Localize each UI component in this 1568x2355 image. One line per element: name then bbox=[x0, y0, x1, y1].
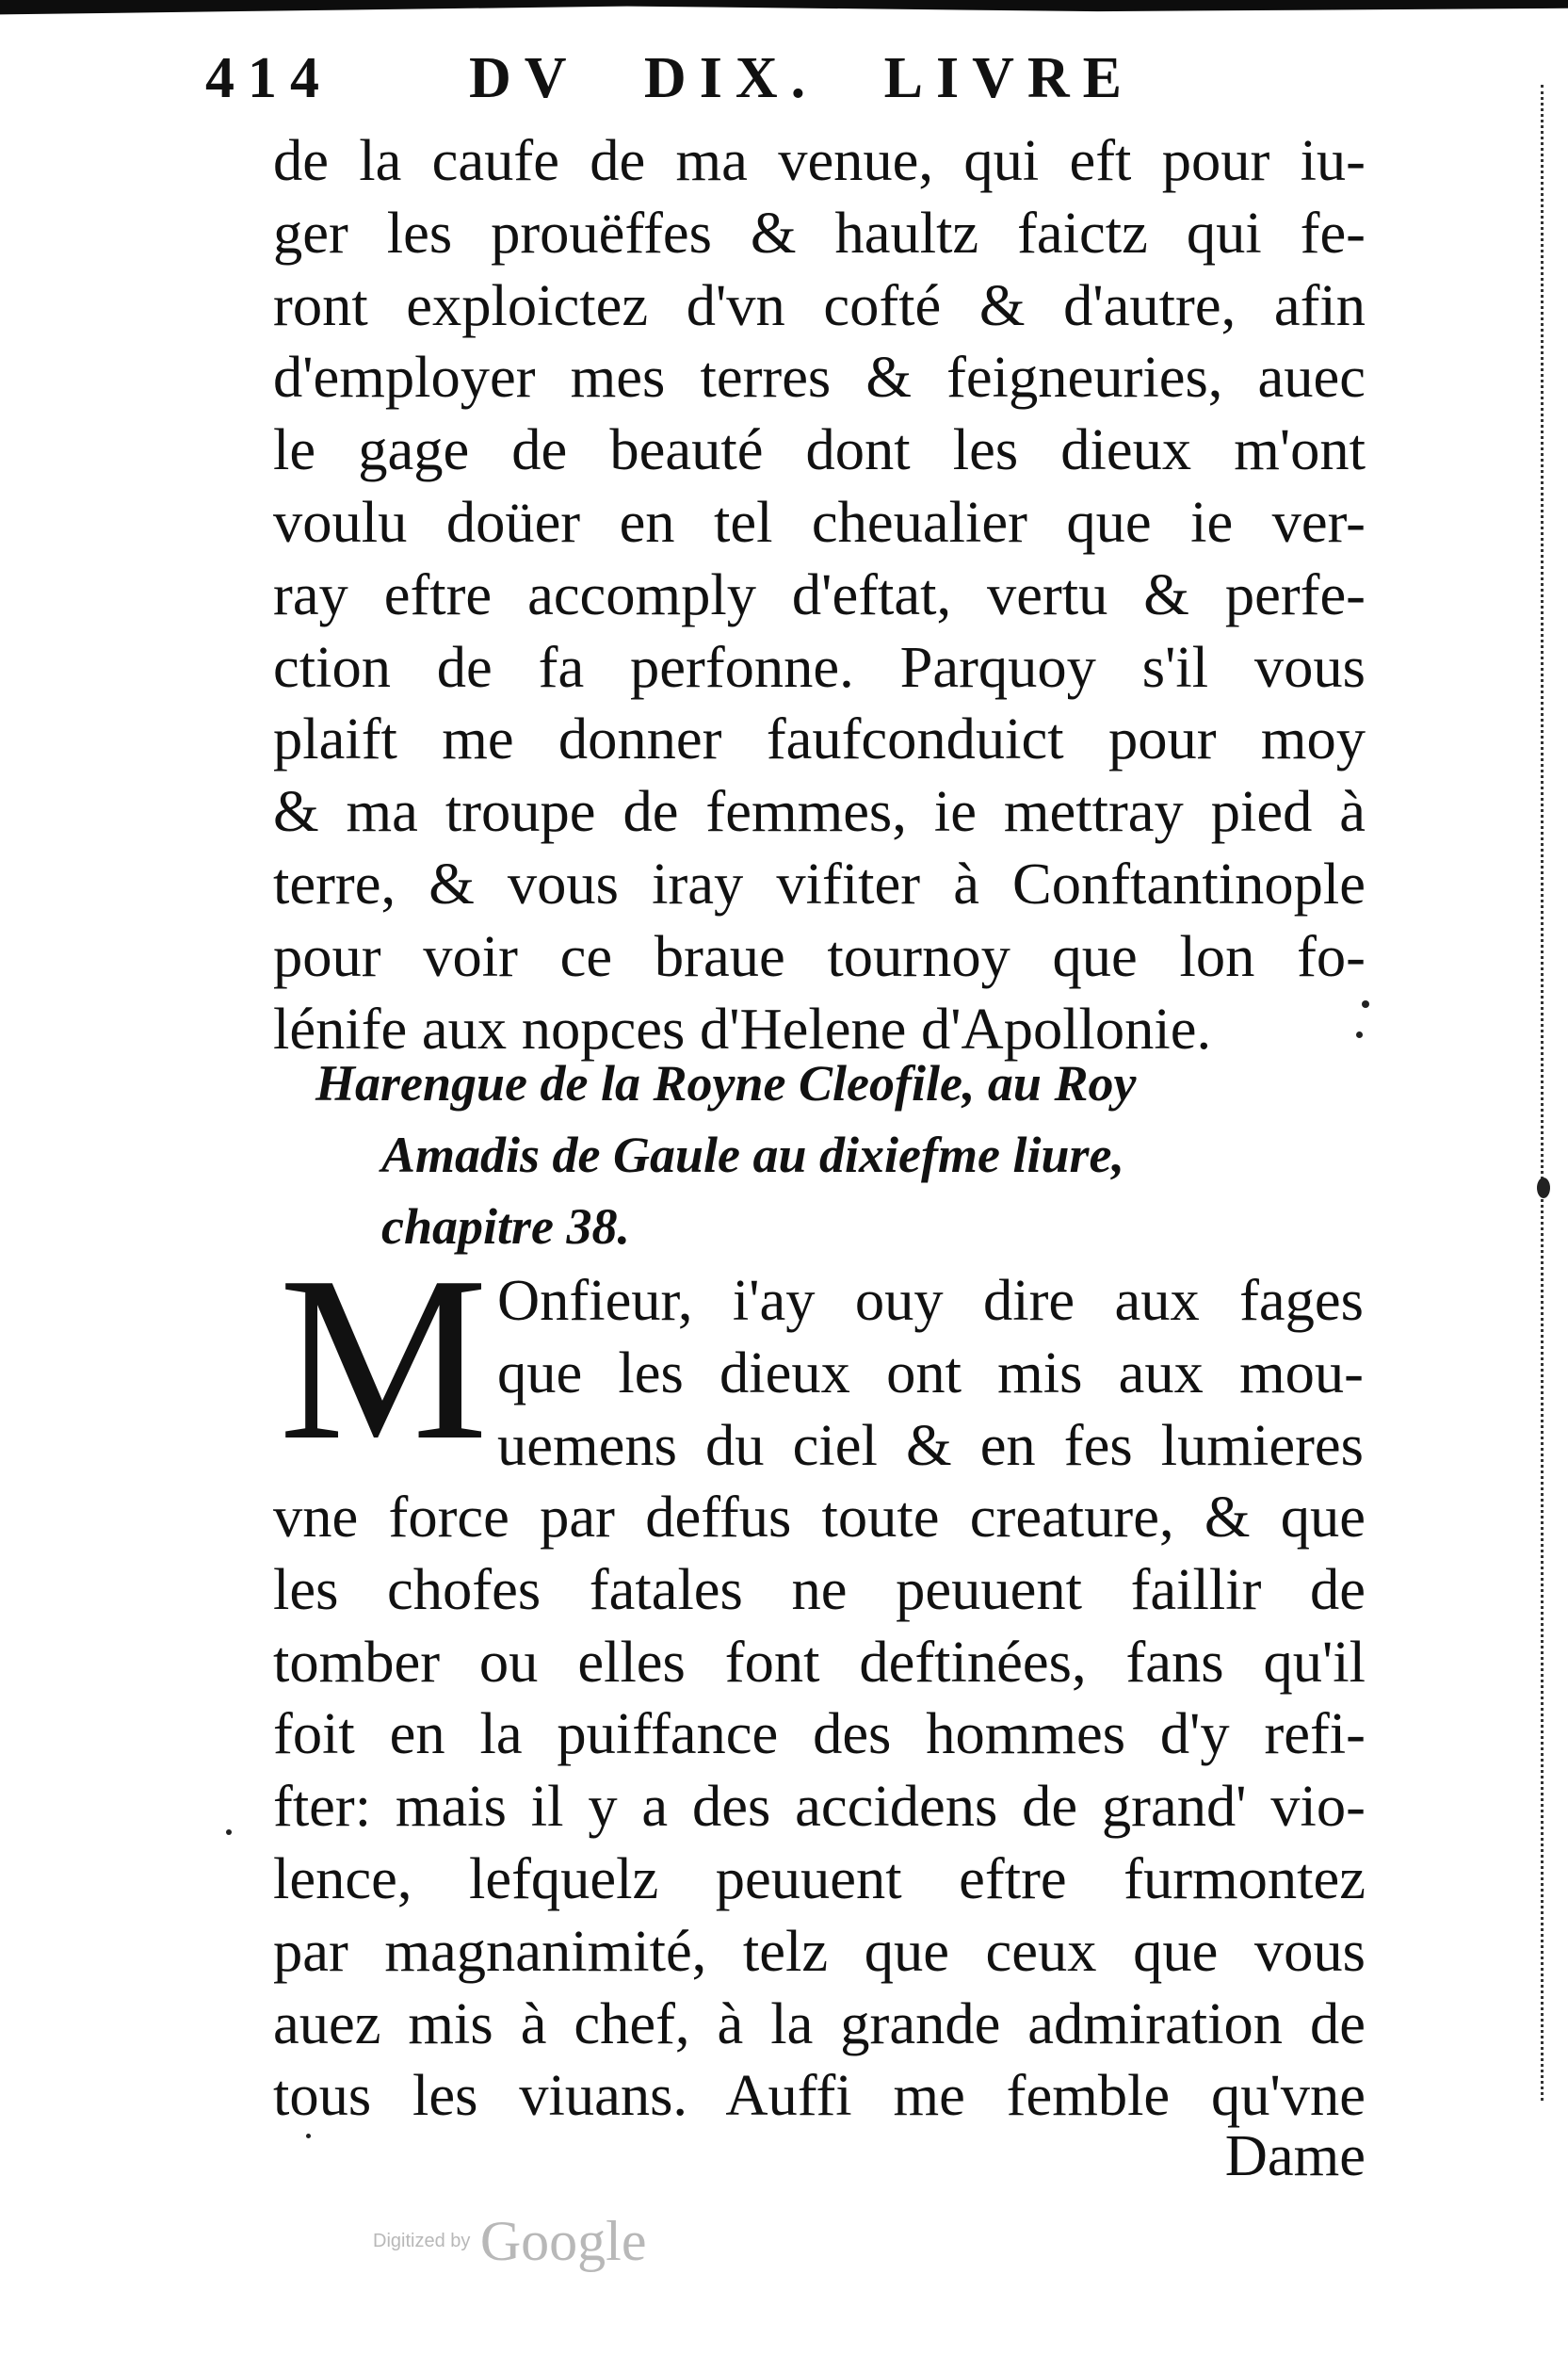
text-line: de la caufe de ma venue, qui eft pour iu- bbox=[273, 127, 1366, 193]
heading-line: Harengue de la Royne Cleofile, au Roy bbox=[315, 1055, 1137, 1112]
text-line: d'employer mes terres & feigneuries, auec bbox=[273, 344, 1366, 411]
text-line: Onfieur, i'ay ouy dire aux fages bbox=[497, 1267, 1364, 1333]
ink-speck bbox=[226, 1829, 232, 1835]
text-line: par magnanimité, telz que ceux que vous bbox=[273, 1917, 1366, 1984]
text-line: foit en la puiffance des hommes d'y refi- bbox=[273, 1700, 1366, 1767]
heading-line: Amadis de Gaule au dixiefme liure, bbox=[381, 1127, 1124, 1183]
page-header bbox=[205, 45, 1185, 111]
paragraph-2 bbox=[273, 1481, 1366, 2132]
digitized-watermark bbox=[373, 2209, 646, 2274]
text-line: ction de fa perfonne. Parquoy s'il vous bbox=[273, 633, 1366, 700]
google-logo: Google bbox=[479, 2210, 647, 2272]
drop-cap: M bbox=[279, 1228, 489, 1489]
text-line: que les dieux ont mis aux mou- bbox=[497, 1339, 1364, 1405]
running-head: DV DIX. LIVRE bbox=[469, 46, 1135, 110]
text-line: les chofes fatales ne peuuent faillir de bbox=[273, 1555, 1366, 1622]
text-line: tous les viuans. Auffi me femble qu'vne bbox=[273, 2062, 1366, 2129]
text-line: fter: mais il y a des accidens de grand' vio- bbox=[273, 1773, 1366, 1840]
watermark-prefix: Digitized by bbox=[373, 2231, 471, 2251]
text-line: ray eftre accomply d'eftat, vertu & perfe- bbox=[273, 560, 1366, 627]
paragraph-1 bbox=[273, 124, 1366, 1064]
page-number: 414 bbox=[205, 46, 332, 110]
text-line: tomber ou elles font deftinées, fans qu'il bbox=[273, 1628, 1366, 1695]
text-line: plaift me donner faufconduict pour moy bbox=[273, 706, 1366, 772]
text-line: uemens du ciel & en fes lumieres bbox=[497, 1411, 1364, 1478]
text-line: terre, & vous iray vifiter à Conftantinople bbox=[273, 850, 1366, 917]
ink-speck bbox=[306, 2134, 311, 2138]
text-line: & ma troupe de femmes, ie mettray pied à bbox=[273, 778, 1366, 845]
text-line: le gage de beauté dont les dieux m'ont bbox=[273, 416, 1366, 483]
paragraph-2-indented bbox=[497, 1264, 1364, 1481]
ink-speck bbox=[1537, 1178, 1550, 1198]
text-line: auez mis à chef, à la grande admiration de bbox=[273, 1990, 1366, 2056]
heading-line: chapitre 38. bbox=[381, 1198, 630, 1255]
catchword: Dame bbox=[1224, 2122, 1366, 2188]
text-line: voulu doüer en tel cheualier que ie ver- bbox=[273, 488, 1366, 555]
page-edge-shadow bbox=[0, 0, 1568, 21]
page-right-edge-marks bbox=[1541, 85, 1549, 2101]
ink-speck bbox=[1362, 1000, 1369, 1008]
text-line: pour voir ce braue tournoy que lon fo- bbox=[273, 922, 1366, 989]
text-line: ront exploictez d'vn cofté & d'autre, afin bbox=[273, 271, 1366, 338]
text-line: lénife aux nopces d'Helene d'Apollonie. bbox=[273, 995, 1212, 1062]
text-line: lence, lefquelz peuuent eftre furmontez bbox=[273, 1844, 1366, 1911]
ink-speck bbox=[1356, 1031, 1363, 1038]
text-line: ger les prouëffes & haultz faictz qui fe- bbox=[273, 199, 1366, 266]
text-line: vne force par deffus toute creature, & que bbox=[273, 1484, 1366, 1550]
